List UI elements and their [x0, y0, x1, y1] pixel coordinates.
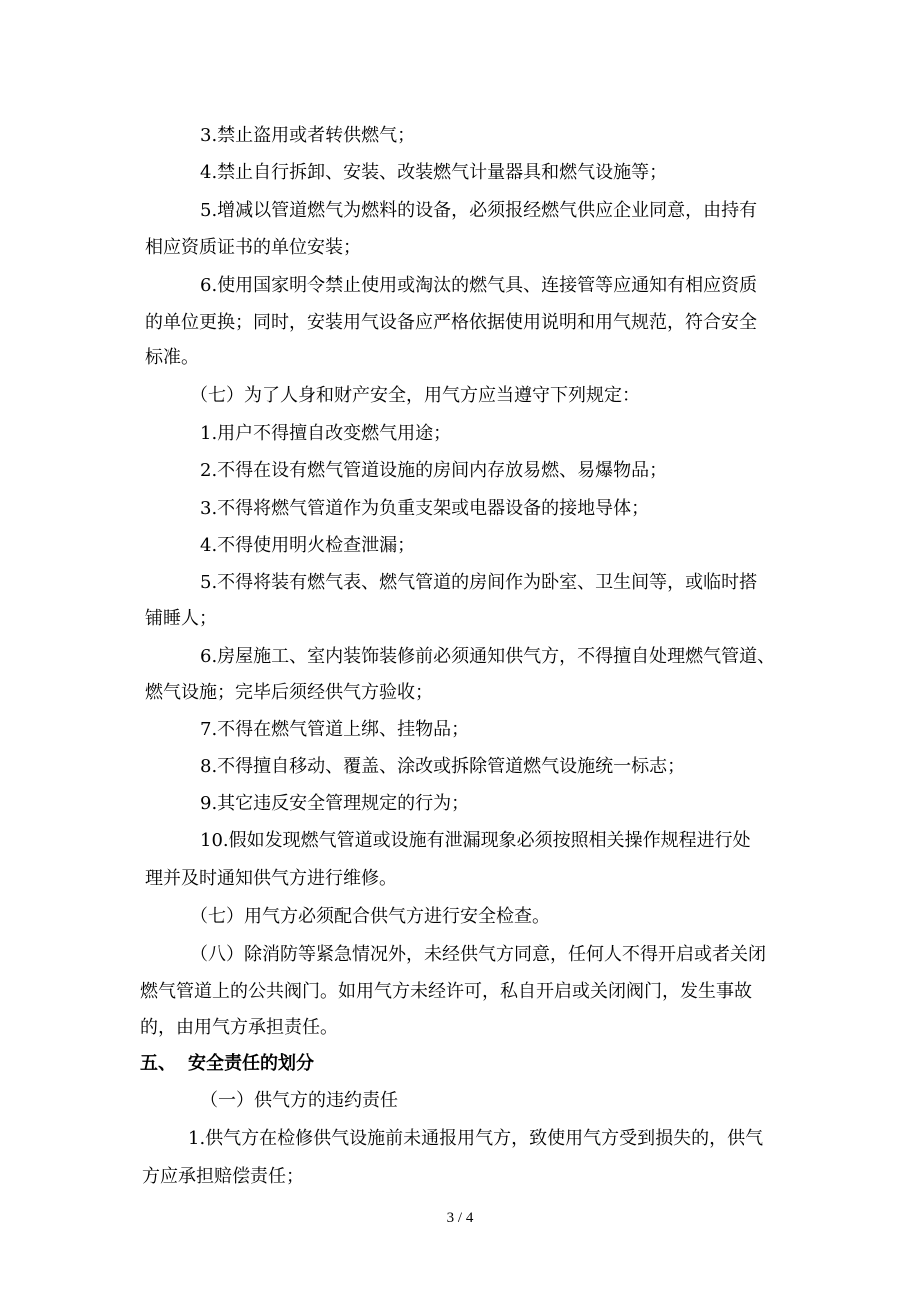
- paragraph-line: 4.禁止自行拆卸、安装、改装燃气计量器具和燃气设施等；: [200, 162, 668, 183]
- section-title: 安全责任的划分: [188, 1053, 314, 1074]
- section-number: 五、: [140, 1053, 176, 1074]
- paragraph-line: 10.假如发现燃气管道或设施有泄漏现象必须按照相关操作规程进行处: [200, 830, 751, 851]
- page-number: 3 / 4: [446, 1210, 474, 1226]
- paragraph-line: 1.用户不得擅自改变燃气用途；: [200, 423, 452, 444]
- paragraph-line: 方应承担赔偿责任；: [142, 1166, 304, 1187]
- paragraph-line: 铺睡人；: [145, 608, 217, 629]
- paragraph-line: 2.不得在设有燃气管道设施的房间内存放易燃、易爆物品；: [200, 460, 668, 481]
- paragraph-line: 8.不得擅自移动、覆盖、涂改或拆除管道燃气设施统一标志；: [200, 756, 686, 777]
- paragraph-line: 标准。: [145, 347, 199, 368]
- paragraph-line: 理并及时通知供气方进行维修。: [145, 868, 397, 889]
- paragraph-line: 3.不得将燃气管道作为负重支架或电器设备的接地导体；: [200, 498, 650, 519]
- paragraph-line: 燃气设施；完毕后须经供气方验收；: [145, 682, 433, 703]
- paragraph-line: 1.供气方在检修供气设施前未通报用气方，致使用气方受到损失的，供气: [188, 1128, 764, 1149]
- paragraph-line: 的单位更换；同时，安装用气设备应严格依据使用说明和用气规范，符合安全: [145, 312, 757, 333]
- paragraph-line: 燃气管道上的公共阀门。如用气方未经许可，私自开启或关闭阀门，发生事故: [140, 981, 752, 1002]
- paragraph-line: 6.房屋施工、室内装饰装修前必须通知供气方，不得擅自处理燃气管道、: [200, 646, 776, 667]
- paragraph-line: （七）为了人身和财产安全，用气方应当遵守下列规定：: [190, 385, 640, 406]
- paragraph-line: 相应资质证书的单位安装；: [145, 237, 361, 258]
- paragraph-line: 的，由用气方承担责任。: [140, 1017, 338, 1038]
- paragraph-line: （八）除消防等紧急情况外，未经供气方同意，任何人不得开启或者关闭: [190, 944, 766, 965]
- paragraph-line: 9.其它违反安全管理规定的行为；: [200, 793, 470, 814]
- paragraph-line: 6.使用国家明令禁止使用或淘汰的燃气具、连接管等应通知有相应资质: [200, 275, 758, 296]
- subsection-title: （一）供气方的违约责任: [200, 1090, 398, 1111]
- section-heading: [0, 1052, 920, 1076]
- paragraph-line: 5.不得将装有燃气表、燃气管道的房间作为卧室、卫生间等，或临时搭: [200, 572, 758, 593]
- paragraph-line: （七）用气方必须配合供气方进行安全检查。: [190, 906, 550, 927]
- paragraph-line: 3.禁止盗用或者转供燃气；: [200, 125, 416, 146]
- paragraph-line: 5.增减以管道燃气为燃料的设备，必须报经燃气供应企业同意，由持有: [200, 200, 758, 221]
- paragraph-line: 4.不得使用明火检查泄漏；: [200, 535, 416, 556]
- paragraph-line: 7.不得在燃气管道上绑、挂物品；: [200, 719, 470, 740]
